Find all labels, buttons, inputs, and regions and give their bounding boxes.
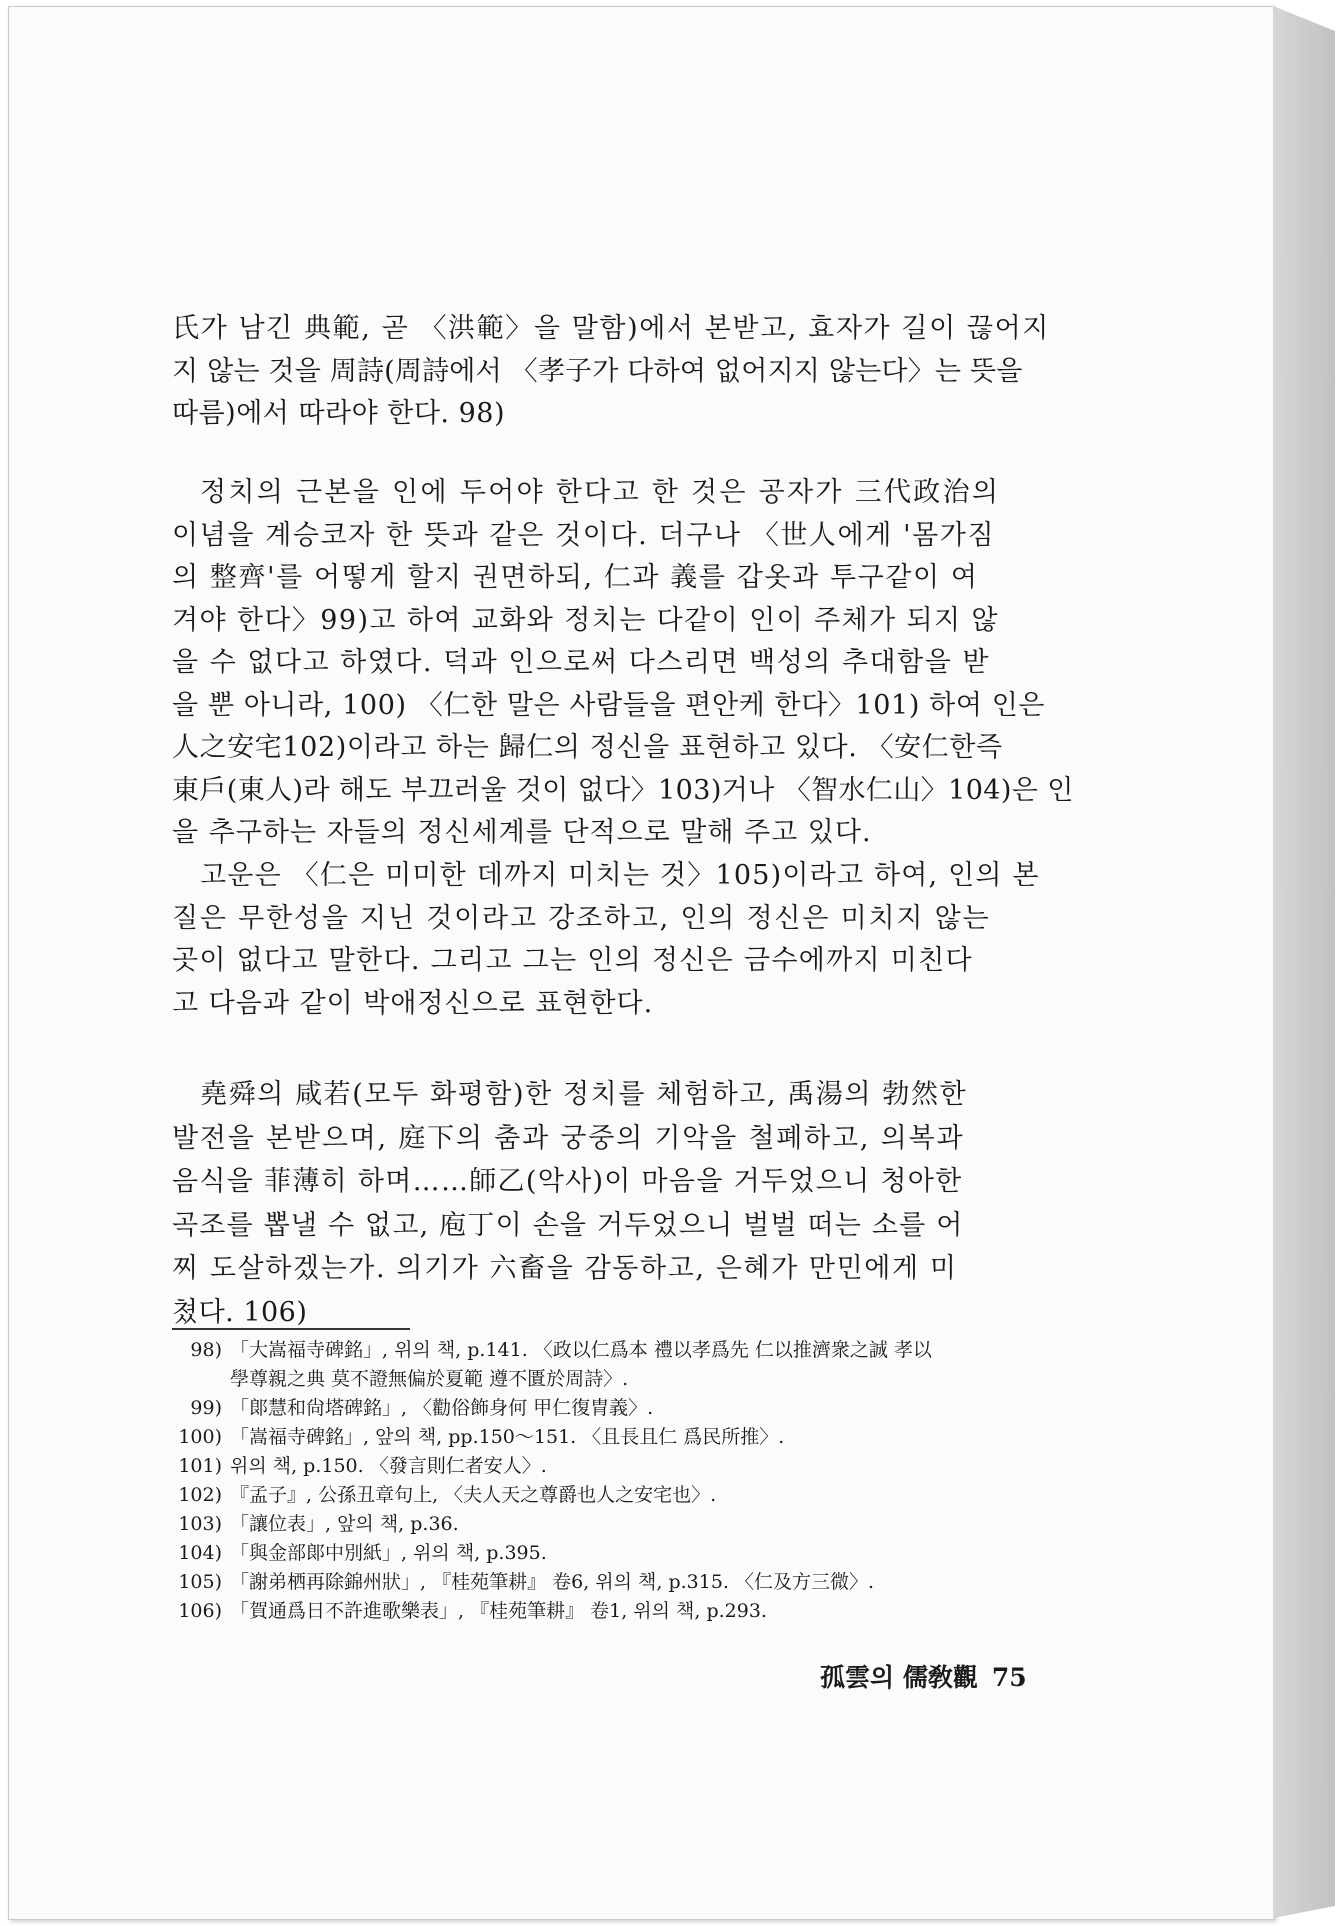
footnote [160, 1423, 1080, 1452]
footnote-divider [172, 1328, 410, 1330]
text-line: 음식을 菲薄히 하며……師乙(악사)이 마음을 거두었으니 청아한 [172, 1166, 963, 1197]
footnote-number: 99) [190, 1397, 222, 1419]
footnote-text: 「讓位表」, 앞의 책, p.36. [230, 1513, 459, 1535]
text-line: 을 뿐 아니라, 100) 〈仁한 말은 사람들을 편안케 한다〉101) 하여 인은 [172, 689, 1046, 721]
text-line: 따름)에서 따라야 한다. 98) [172, 398, 505, 429]
footnote-number: 106) [178, 1600, 222, 1622]
text-line: 人之安宅102)이라고 하는 歸仁의 정신을 표현하고 있다. 〈安仁한즉 [172, 732, 1003, 763]
footnote [160, 1481, 1080, 1510]
footnote-text: 學尊親之典 莫不證無偏於夏範 遵不匱於周詩〉. [230, 1368, 629, 1390]
footnote-text: 「賀通爲日不許進歌樂表」, 『桂苑筆耕』 卷1, 위의 책, p.293. [230, 1600, 767, 1622]
text-line: 곳이 없다고 말한다. 그리고 그는 인의 정신은 금수에까지 미친다 [172, 945, 973, 976]
text-line: 을 추구하는 자들의 정신세계를 단적으로 말해 주고 있다. [172, 817, 872, 848]
footnote [160, 1568, 1080, 1597]
page-footer [820, 1658, 1027, 1694]
page-edge [1273, 6, 1335, 1918]
page-number: 75 [991, 1663, 1027, 1692]
text-line: 을 수 없다고 하였다. 덕과 인으로써 다스리면 백성의 추대함을 받 [172, 647, 990, 678]
text-line: 氏가 남긴 典範, 곧 〈洪範〉을 말함)에서 본받고, 효자가 길이 끊어지 [172, 313, 1050, 344]
text-line: 겨야 한다〉99)고 하여 교화와 정치는 다같이 인이 주체가 되지 않 [172, 604, 999, 636]
footnote-number: 98) [190, 1339, 222, 1361]
footnote-text: 『孟子』, 公孫丑章句上, 〈夫人天之尊爵也人之安宅也〉. [230, 1484, 717, 1506]
footnote-continuation [160, 1365, 1080, 1394]
running-title: 孤雲의 儒敎觀 [820, 1663, 978, 1692]
footnote [160, 1539, 1080, 1568]
text-line: 찌 도살하겠는가. 의기가 六畜을 감동하고, 은혜가 만민에게 미 [172, 1253, 958, 1284]
text-line: 질은 무한성을 지닌 것이라고 강조하고, 인의 정신은 미치지 않는 [172, 902, 991, 934]
footnote [160, 1510, 1080, 1539]
footnote-text: 「郞慧和尙塔碑銘」, 〈勸俗飾身何 甲仁復胄義〉. [230, 1397, 654, 1419]
footnote-text: 「謝弟栖再除錦州狀」, 『桂苑筆耕』 卷6, 위의 책, p.315. 〈仁及方三微〉. [230, 1571, 875, 1593]
text-line: 堯舜의 咸若(모두 화평함)한 정치를 체험하고, 禹湯의 勃然한 [200, 1079, 968, 1110]
footnote [160, 1394, 1080, 1423]
footnote [160, 1597, 1080, 1626]
continuation-paragraph [172, 308, 1072, 436]
footnote-number: 104) [178, 1542, 222, 1564]
footnote-number: 102) [178, 1484, 222, 1506]
footnote [160, 1336, 1080, 1365]
footnote-text: 「與金部郞中別紙」, 위의 책, p.395. [230, 1542, 547, 1564]
block-quote [172, 1073, 1072, 1334]
text-line: 東戶(東人)라 해도 부끄러울 것이 없다〉103)거나 〈智水仁山〉104)은 인 [172, 774, 1074, 806]
text-line: 고 다음과 같이 박애정신으로 표현한다. [172, 987, 654, 1019]
footnote-number: 101) [178, 1455, 222, 1477]
paragraph-1 [172, 472, 1072, 855]
text-line: 발전을 본받으며, 庭下의 춤과 궁중의 기악을 철폐하고, 의복과 [172, 1122, 965, 1154]
text-line: 쳤다. 106) [172, 1296, 308, 1328]
text-line: 고운은 〈仁은 미미한 데까지 미치는 것〉105)이라고 하여, 인의 본 [200, 860, 1040, 891]
footnote-text: 위의 책, p.150. 〈發言則仁者安人〉. [230, 1455, 547, 1477]
text-line: 의 整齊'를 어떻게 할지 권면하되, 仁과 義를 갑옷과 투구같이 여 [172, 562, 979, 593]
footnotes [160, 1336, 1080, 1626]
footnote [160, 1452, 1080, 1481]
text-line: 지 않는 것을 周詩(周詩에서 〈孝子가 다하여 없어지지 않는다〉는 뜻을 [172, 355, 1023, 387]
footnote-number: 105) [178, 1571, 222, 1593]
text-line: 곡조를 뽑낼 수 없고, 庖丁이 손을 거두었으니 벌벌 떠는 소를 어 [172, 1209, 964, 1241]
footnote-text: 「嵩福寺碑銘」, 앞의 책, pp.150～151. 〈且長且仁 爲民所推〉. [230, 1426, 785, 1448]
footnote-text: 「大嵩福寺碑銘」, 위의 책, p.141. 〈政以仁爲本 禮以孝爲先 仁以推濟衆之誠 孝以 [230, 1339, 932, 1361]
text-line: 이념을 계승코자 한 뜻과 같은 것이다. 더구나 〈世人에게 '몸가짐 [172, 519, 996, 551]
paragraph-2 [172, 855, 1072, 1025]
text-line: 정치의 근본을 인에 두어야 한다고 한 것은 공자가 三代政治의 [200, 477, 1001, 508]
footnote-number: 103) [178, 1513, 222, 1535]
footnote-number: 100) [178, 1426, 222, 1448]
